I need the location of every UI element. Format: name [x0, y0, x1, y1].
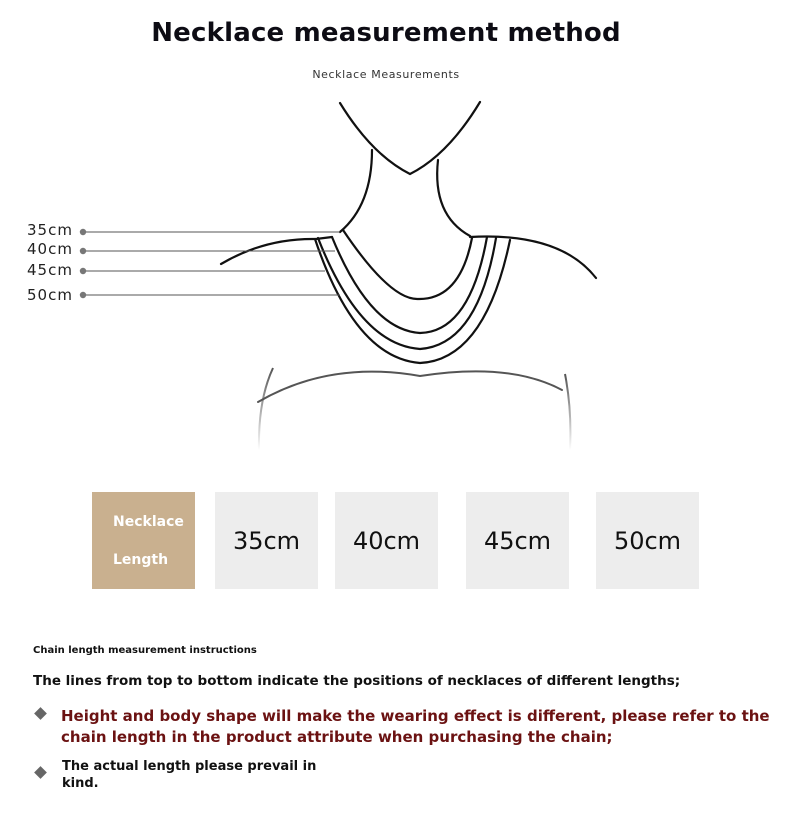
- length-card-45: 45cm: [466, 492, 569, 589]
- length-card-50: 50cm: [596, 492, 699, 589]
- diamond-bullet-icon: [34, 707, 47, 720]
- instructions-line: The lines from top to bottom indicate the positions of necklaces of different lengths;: [33, 673, 681, 689]
- measure-label-40: 40cm: [27, 240, 73, 258]
- instructions-title: Chain length measurement instructions: [33, 645, 257, 656]
- page-title: Necklace measurement method: [151, 18, 621, 48]
- page-subtitle: Necklace Measurements: [312, 68, 460, 81]
- length-table: [0, 492, 790, 589]
- length-card-35: 35cm: [215, 492, 318, 589]
- measure-label-35: 35cm: [27, 221, 73, 239]
- measure-label-50: 50cm: [27, 286, 73, 304]
- measure-label-45: 45cm: [27, 261, 73, 279]
- header-line-2: Length: [113, 551, 169, 568]
- length-card-40: 40cm: [335, 492, 438, 589]
- note-body-shape: Height and body shape will make the wearing effect is different, please refer to the chain length in the product attribute when purchasing the chain;: [61, 707, 770, 746]
- header-line-1: Necklace: [113, 513, 184, 530]
- note-actual-length: The actual length please prevail in kind.: [62, 759, 317, 791]
- diamond-bullet-icon: [34, 766, 47, 779]
- length-table-header: [92, 492, 195, 589]
